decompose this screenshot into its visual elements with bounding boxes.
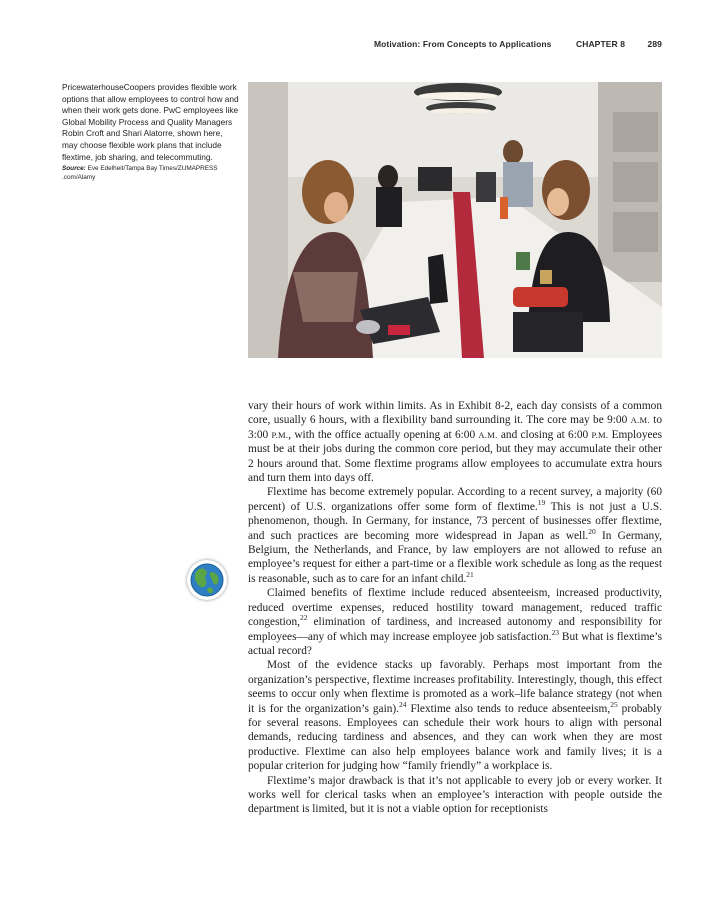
paragraph: Flextime’s major drawback is that it’s not applicable to every job or every worker. It works well for clerical tasks when an employee’s interaction with people outside the department is limited, but it is not a viable option for receptionists <box>248 774 662 816</box>
office-photo <box>248 82 662 358</box>
paragraph: vary their hours of work within limits. As in Exhibit 8-2, each day consists of a common core, usually 6 hours, with a flexibility band surrounding it. The core may be 9:00 A.M. to 3:00 P.M., with the office actually opening at 6:00 A.M. and closing at 6:00 P.M. Employees must be at their jobs during the common core period, but they may accumulate their other 2 hours around that. Some flextime programs allow employees to accumulate extra hours and turn them into days off. <box>248 400 663 485</box>
footnote-ref: 21 <box>466 569 474 579</box>
photo-caption <box>62 82 240 182</box>
credit-text: Eve Edelheit/Tampa Bay Times/ZUMAPRESS .com/Alamy <box>62 165 218 182</box>
photo-credit <box>62 164 240 182</box>
body-text <box>248 399 662 817</box>
footnote-ref: 22 <box>299 613 308 623</box>
running-head <box>374 39 662 49</box>
chapter-label: CHAPTER 8 <box>575 39 626 49</box>
paragraph: Most of the evidence stacks up favorably. Perhaps most important from the organization’s perspective, flextime increases profitability. Interestingly, though, this effect seems to occur only when flextime is promoted as a work–life balance strategy (not when it is for the organization’s gain).$^{24}$ Flextime also tends to reduce absenteeism,$^{25}$ probably for several reasons. Employees can schedule their work hours to align with personal demands, reducing tardiness and absences, and they can work when they are most productive. Flextime can also help employees balance work and family lives; it is a popular criterion for judging how “family friendly” a workplace is. <box>248 659 662 773</box>
footnote-ref: 25 <box>610 699 618 709</box>
footnote-ref: 23 <box>551 627 560 637</box>
caption-text: PricewaterhouseCoopers provides flexible work options that allow employees to control how and when their work gets done. PwC employees like Global Mobility Process and Quality Managers Robin Croft and Shari Alatorre, shown here, may choose flexible work plans that include flextime, job sharing, and telecommuting. <box>62 82 239 162</box>
footnote-ref: 20 <box>588 526 596 536</box>
footnote-ref: 19 <box>537 497 546 507</box>
section-title: Motivation: From Concepts to Applications <box>373 39 552 49</box>
page-number: 289 <box>647 39 662 49</box>
paragraph: Claimed benefits of flextime include reduced absenteeism, increased productivity, reduced overtime expenses, reduced hostility toward management, reduced traffic congestion,$^{22}$ elimination of tardiness, and increased autonomy and responsibility for employees—any of which may increase employee job satisfaction.$^{23}$ But what is flextime’s actual record? <box>248 587 663 657</box>
footnote-ref: 24 <box>399 699 407 709</box>
credit-label: Source: <box>62 165 86 173</box>
paragraph: Flextime has become extremely popular. According to a recent survey, a majority (60 percent) of U.S. organizations offer some form of flextime.$^{19}$ This is not just a U.S. phenomenon, though. In Germany, for instance, 73 percent of businesses offer flextime, and such practices are becoming more widespread in Japan as well.$^{20}$ In Germany, Belgium, the Netherlands, and France, by law employers are not allowed to refuse an employee’s request for either a part-time or a flexible work schedule as long as the request is reasonable, such as to care for an infant child.$^{21}$ <box>248 486 662 585</box>
globe-icon <box>187 560 227 600</box>
